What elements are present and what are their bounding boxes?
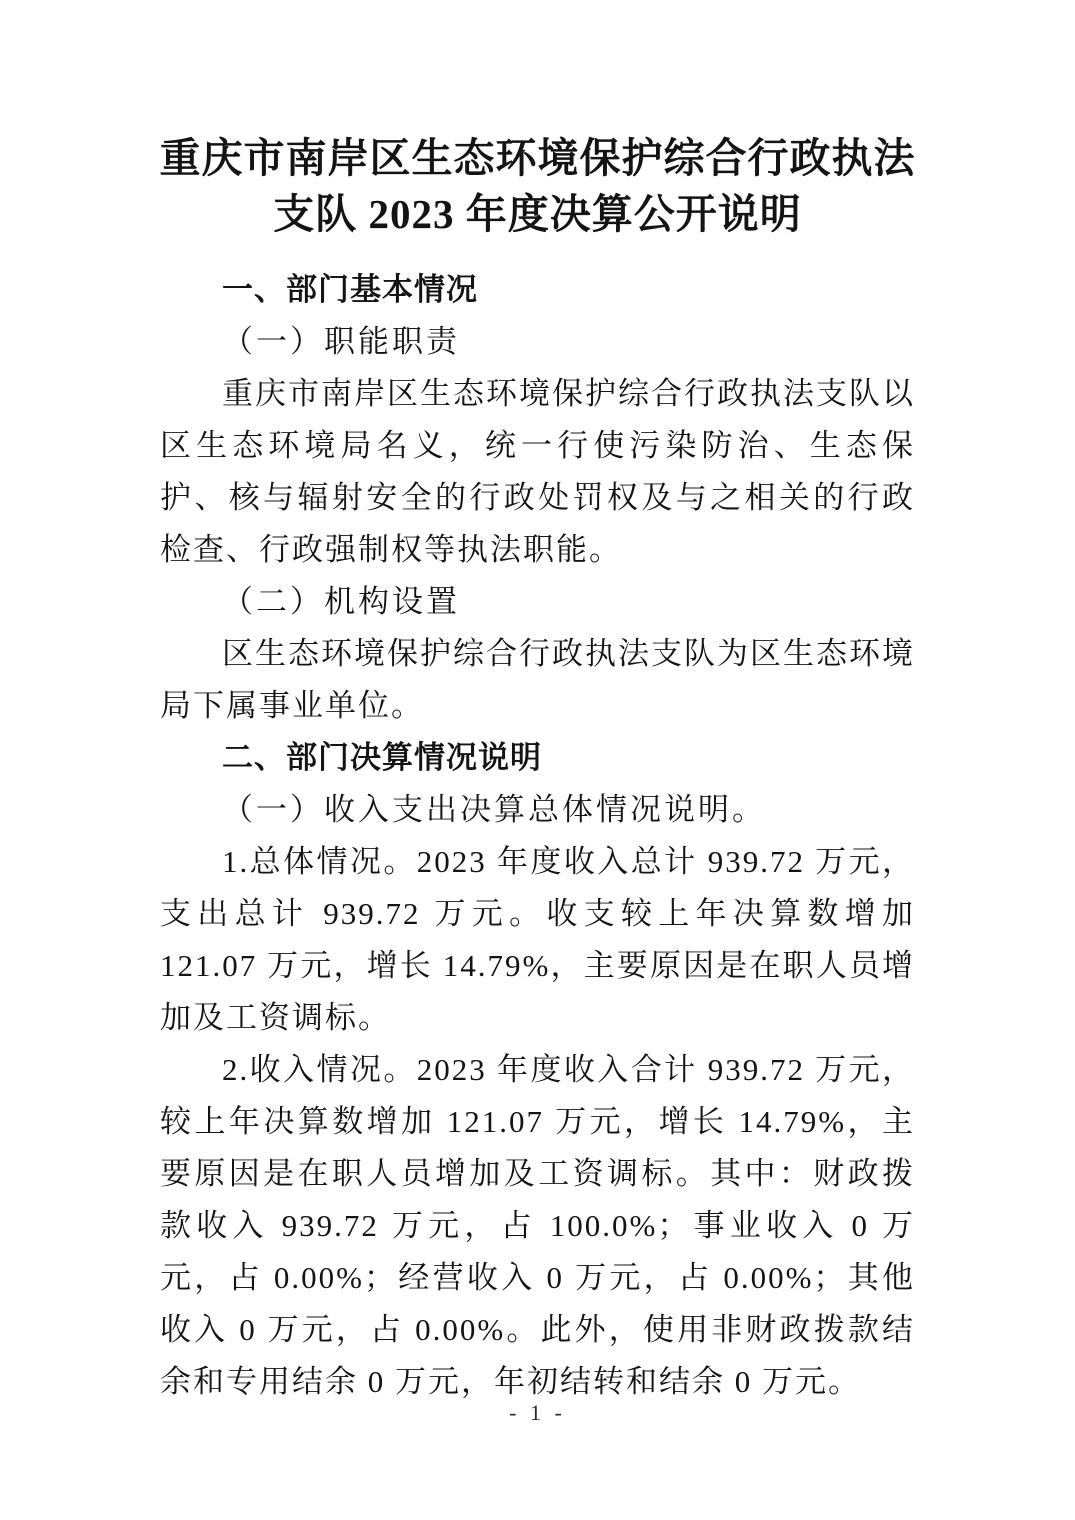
document-title [110, 130, 965, 242]
document-body [160, 264, 915, 1408]
subsection-heading: （一）收入支出决算总体情况说明。 [222, 792, 766, 827]
body-paragraph: 2.收入情况。2023 年度收入合计 939.72 万元，较上年决算数增加 121.07 万元，增长 14.79%，主要原因是在职人员增加及工资调标。其中：财政拨款收入 939.72 万元，占 100.0%；事业收入 0 万元，占 0.00%；经营收入 0 万元，占 0.00%；其他收入 0 万元，占 0.00%。此外，使用非财政拨款结余和专用结余 0 万元，年初结转和结余 0 万元。 [160, 1052, 915, 1399]
body-paragraph: 重庆市南岸区生态环境保护综合行政执法支队以区生态环境局名义，统一行使污染防治、生态保护、核与辐射安全的行政处罚权及与之相关的行政检查、行政强制权等执法职能。 [160, 376, 915, 567]
document-title-line-2: 支队 2023 年度决算公开说明 [273, 191, 802, 237]
subsection-heading: （一）职能职责 [222, 324, 460, 359]
body-paragraph: 区生态环境保护综合行政执法支队为区生态环境局下属事业单位。 [160, 636, 915, 723]
body-paragraph: 1.总体情况。2023 年度收入总计 939.72 万元，支出总计 939.72 万元。收支较上年决算数增加 121.07 万元，增长 14.79%，主要原因是在职人员增加及工资调标。 [160, 844, 915, 1035]
subsection-heading: （二）机构设置 [222, 584, 460, 619]
section-heading: 二、部门决算情况说明 [222, 740, 542, 775]
page-number-footer [0, 1400, 1075, 1426]
page-number: - 1 - [509, 1400, 566, 1425]
section-heading: 一、部门基本情况 [222, 272, 478, 307]
document-title-line-1: 重庆市南岸区生态环境保护综合行政执法 [159, 135, 916, 181]
